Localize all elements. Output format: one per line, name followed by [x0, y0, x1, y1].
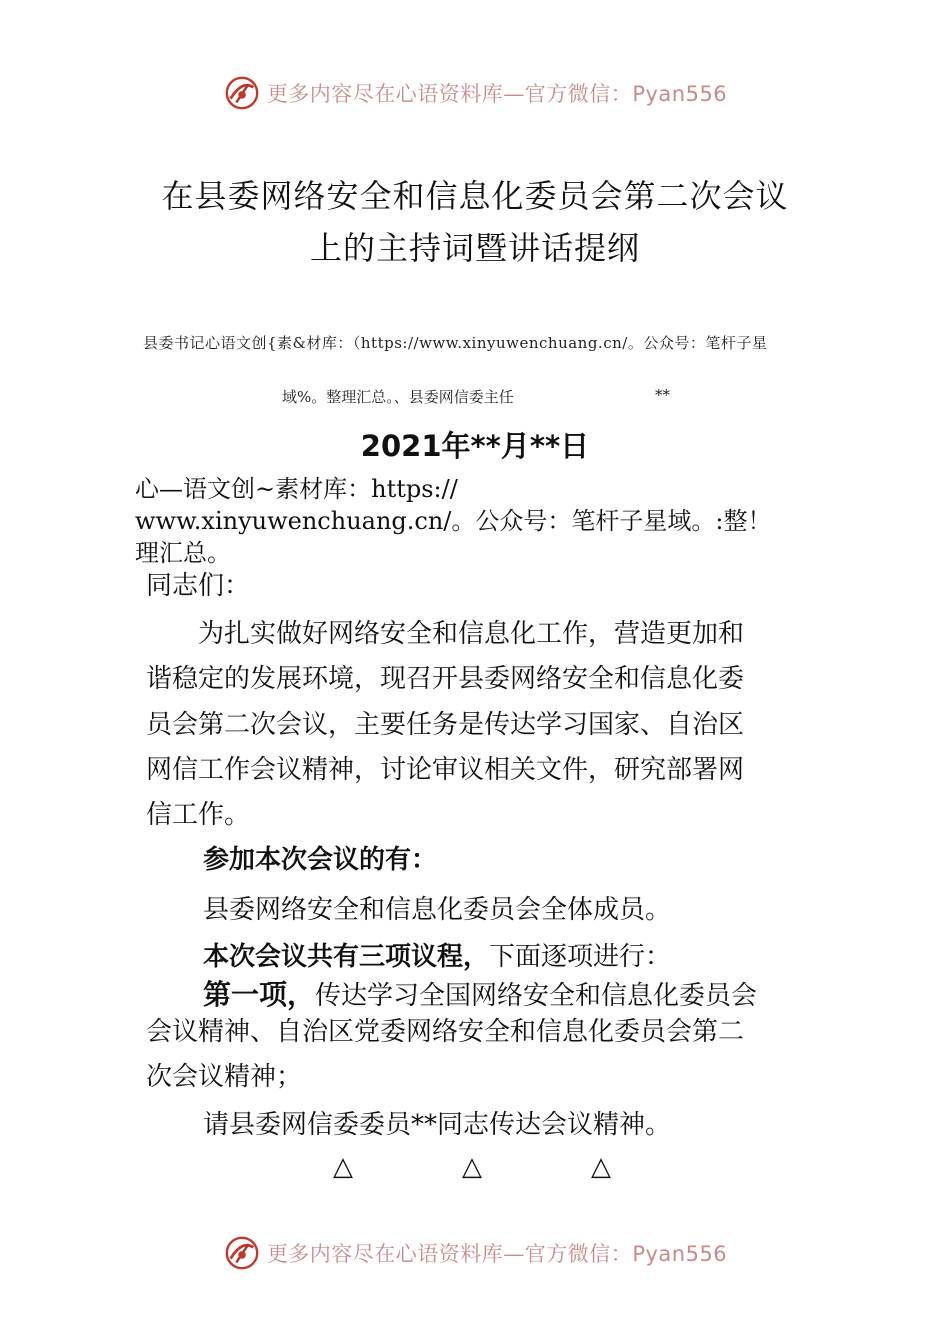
banner-wechat-id: Pyan556 — [632, 82, 728, 106]
intro-line-3: 员会第二次会议，主要任务是传达学习国家、自治区 — [146, 710, 745, 740]
seal-logo-icon — [223, 74, 261, 112]
source-note-line-1: 心—语文创~素材库：https:// — [135, 475, 458, 503]
intro-line-4: 网信工作会议精神，讨论审议相关文件，研究部署网 — [146, 755, 745, 785]
document-date: 2021年**月**日 — [360, 429, 590, 463]
source-note-line-2: www.xinyuwenchuang.cn/。公众号：笔杆子星域。:整！ — [135, 507, 772, 535]
document-title-line-2: 上的主持词暨讲话提纲 — [309, 229, 640, 267]
agenda-heading-bold: 本次会议共有三项议程， — [203, 942, 490, 972]
author-meta-line-2: 域%。整理汇总。、县委网信委主任 — [282, 388, 514, 406]
triangle-icon: △ — [591, 1152, 611, 1182]
agenda-item-1-label: 第一项， — [203, 978, 316, 1011]
intro-line-1: 为扎实做好网络安全和信息化工作，营造更加和 — [146, 619, 745, 649]
agenda-item-1-line-3: 次会议精神； — [146, 1062, 303, 1092]
greeting: 同志们： — [146, 571, 251, 601]
agenda-item-1-text: 传达学习全国网络安全和信息化委员会 — [315, 981, 758, 1011]
triangle-icon: △ — [462, 1152, 482, 1182]
intro-line-2: 谐稳定的发展环境，现召开县委网络安全和信息化委 — [146, 664, 745, 694]
footer-banner — [0, 1228, 950, 1278]
triangle-icon: △ — [333, 1152, 353, 1182]
author-meta-line-1: 县委书记心语文创{素&材库：（https://www.xinyuwenchuang.cn/。公众号：笔杆子星 — [143, 334, 768, 352]
attendees-heading: 参加本次会议的有： — [203, 845, 438, 875]
agenda-item-1-line-2: 会议精神、自治区党委网络安全和信息化委员会第二 — [146, 1017, 745, 1047]
banner-wechat-id: Pyan556 — [632, 1242, 728, 1266]
banner-text: 更多内容尽在心语资料库—官方微信： — [266, 82, 633, 106]
seal-logo-icon — [223, 1234, 261, 1272]
section-separator — [0, 1152, 950, 1188]
agenda-heading-rest: 下面逐项进行： — [489, 942, 672, 972]
source-note-line-3: 理汇总。 — [135, 539, 231, 567]
document-title-line-1: 在县委网络安全和信息化委员会第二次会议 — [161, 177, 789, 215]
attendees-text: 县委网络安全和信息化委员会全体成员。 — [203, 895, 672, 925]
author-name-placeholder: ** — [655, 386, 670, 404]
header-banner — [0, 68, 950, 118]
intro-line-5: 信工作。 — [146, 800, 251, 830]
agenda-item-1-request: 请县委网信委委员**同志传达会议精神。 — [203, 1110, 672, 1140]
banner-text: 更多内容尽在心语资料库—官方微信： — [266, 1242, 633, 1266]
